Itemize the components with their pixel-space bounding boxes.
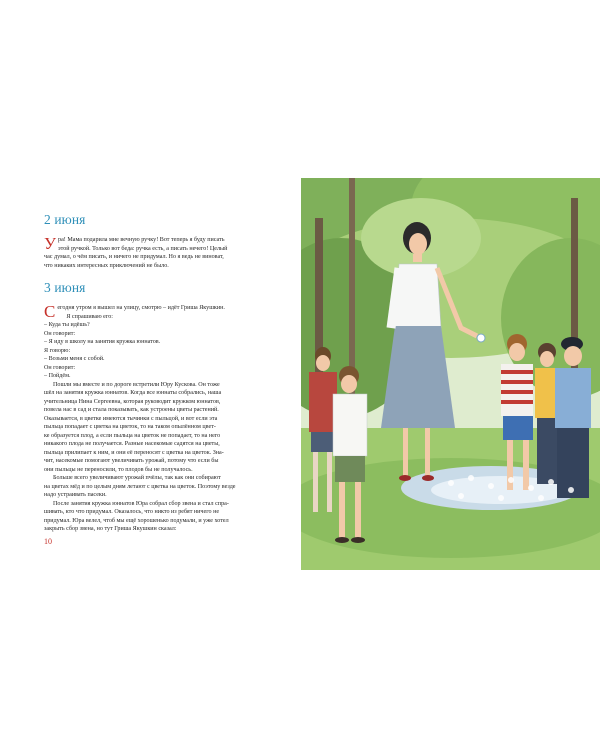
text-line: никакого плода не получается. Разные насекомые садятся на цветы, — [44, 441, 220, 447]
text-line: – Возьми меня с собой. — [44, 356, 105, 362]
text-line: они пыльцы не переносили, то плодов бы не получалось. — [44, 466, 193, 473]
drop-cap: У — [44, 234, 57, 253]
text-line: шёл на занятия кружка юннатов. Когда все юннаты собрались, наша — [44, 390, 222, 396]
text-line: этой ручкой. Только вот беда: ручка есть, а писать нечего! Целый — [58, 245, 228, 252]
text-line: Он говорит: — [44, 364, 76, 371]
text-line: надо устраивать пасеки. — [44, 492, 107, 498]
text-line: пыльца попадает с цветка на цветок, то на таком опылённом цвет- — [44, 424, 216, 430]
text-line: – Я иду в школу на занятия кружка юннатов. — [44, 339, 161, 345]
text-line: Пошли мы вместе и по дороге встретили Юру Кускова. Он тоже — [53, 381, 220, 388]
text-column — [44, 212, 291, 534]
text-line: – Пойдём. — [44, 373, 71, 379]
entry-june-2 — [44, 236, 291, 270]
text-line: Он говорит: — [44, 330, 76, 337]
drop-cap: С — [44, 302, 56, 321]
text-line: После занятия кружка юннатов Юра собрал сбор звена и стал спра- — [53, 500, 229, 507]
text-line: ке образуется плод, а если пыльца на цветок не попадает, то на него — [44, 432, 221, 439]
illustration-teacher-with-children — [301, 178, 600, 570]
text-line: что никаких интересных приключений не было. — [44, 262, 169, 269]
text-line: Больше всего увеличивают урожай пчёлы, так как они собирают — [53, 475, 221, 481]
text-line: учительница Нина Сергеевна, которая руководит кружком юннатов, — [44, 398, 221, 405]
text-line: егодня утром я вышел на улицу, смотрю – идёт Гриша Якушкин. — [57, 305, 225, 311]
text-line: на цветах мёд и по целым дням летают с цветка на цветок. Поэтому везде — [44, 483, 236, 490]
entry-june-3 — [44, 304, 291, 534]
text-line: час думал, о чём писать, и ничего не придумал. Но я ведь не виноват, — [44, 254, 224, 260]
text-line: Оказывается, в цветке имеются тычинки с пыльцой, и вот если эта — [44, 415, 218, 422]
text-line: – Куда ты идёшь? — [44, 322, 90, 328]
text-line: шивать, кто что придумал. Оказалось, что никто из ребят ничего не — [44, 509, 220, 515]
date-heading-june-2: 2 июня — [44, 212, 86, 227]
text-line: повела нас в сад и стала показывать, как устроены цветы растений. — [44, 407, 219, 413]
date-heading-june-3: 3 июня — [44, 280, 86, 295]
text-line: Я спрашиваю его: — [66, 313, 113, 320]
text-line: пыльца прилипает к ним, и они её переносят с цветка на цветок. Зна- — [44, 449, 224, 456]
illustration-drawing — [301, 178, 600, 570]
text-line: чит, насекомые помогают увеличивать урожай, потому что если бы — [44, 458, 219, 464]
text-line: придумал. Юра велел, чтоб мы ещё хорошенько подумали, и уже хотел — [44, 517, 229, 524]
text-line: Я говорю: — [44, 347, 71, 354]
page-number: 10 — [44, 537, 52, 546]
text-line: закрыть сбор звена, но тут Гриша Якушкин сказал: — [44, 526, 177, 532]
text-line: ра! Мама подарила мне вечную ручку! Вот теперь я буду писать — [58, 237, 225, 243]
